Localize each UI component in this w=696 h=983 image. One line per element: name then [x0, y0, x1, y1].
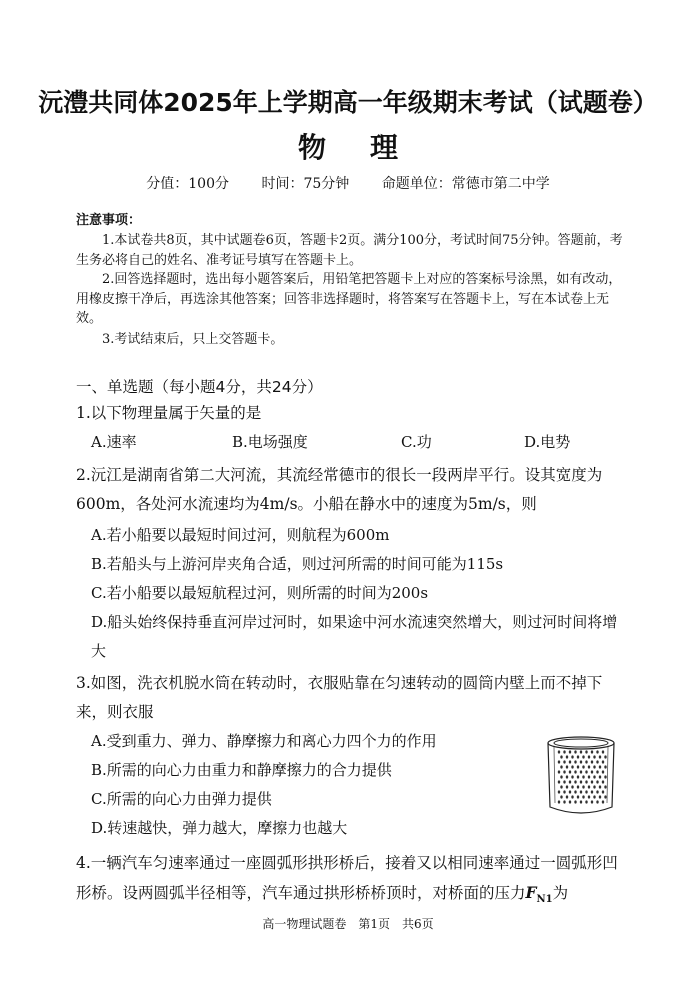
drum-hole — [577, 775, 579, 778]
drum-hole — [588, 795, 590, 798]
drum-hole — [563, 790, 565, 793]
drum-hole — [591, 790, 593, 793]
drum-hole — [574, 800, 576, 803]
drum-hole — [571, 755, 573, 758]
drum-hole — [560, 785, 562, 788]
q2-option-a: A.若小船要以最短时间过河，则航程为600m — [91, 526, 390, 544]
drum-hole — [599, 785, 601, 788]
drum-hole — [580, 760, 582, 763]
drum-hole — [580, 800, 582, 803]
q1-option-b: B.电场强度 — [232, 433, 308, 451]
drum-hole — [566, 795, 568, 798]
drum-hole — [569, 800, 571, 803]
drum-hole — [596, 780, 598, 783]
drum-hole — [560, 765, 562, 768]
drum-hole — [566, 785, 568, 788]
drum-hole — [585, 770, 587, 773]
drum-hole — [591, 750, 593, 753]
drum-hole — [558, 760, 560, 763]
drum-hole — [593, 795, 595, 798]
drum-hole — [560, 775, 562, 778]
drum-hole — [569, 780, 571, 783]
exam-meta — [0, 173, 696, 193]
drum-hole — [571, 775, 573, 778]
drum-hole — [563, 770, 565, 773]
q1-option-d: D.电势 — [524, 433, 571, 451]
drum-hole — [596, 750, 598, 753]
drum-hole — [593, 785, 595, 788]
drum-hole — [602, 750, 604, 753]
drum-hole — [582, 755, 584, 758]
drum-hole — [558, 790, 560, 793]
drum-hole — [571, 795, 573, 798]
drum-hole — [569, 760, 571, 763]
drum-hole — [569, 750, 571, 753]
drum-hole — [602, 760, 604, 763]
drum-hole — [596, 790, 598, 793]
drum-hole — [591, 770, 593, 773]
drum-hole — [599, 795, 601, 798]
drum-hole — [563, 780, 565, 783]
question-4-stem — [76, 849, 624, 914]
drum-hole — [585, 760, 587, 763]
drum-hole — [563, 760, 565, 763]
drum-hole — [566, 755, 568, 758]
drum-hole — [591, 800, 593, 803]
drum-hole — [596, 760, 598, 763]
drum-hole — [591, 780, 593, 783]
drum-hole — [582, 765, 584, 768]
exam-title: 沅澧共同体2025年上学期高一年级期末考试（试题卷） — [38, 88, 658, 117]
drum-hole — [585, 800, 587, 803]
q4-force-symbol: F — [525, 883, 537, 902]
drum-hole — [596, 770, 598, 773]
q4-tail: 为 — [552, 884, 569, 902]
question-1-stem: 1.以下物理量属于矢量的是 — [76, 404, 262, 422]
drum-hole — [577, 785, 579, 788]
drum-hole — [574, 780, 576, 783]
washing-machine-drum-icon — [545, 735, 617, 817]
drum-hole — [569, 790, 571, 793]
drum-hole — [604, 755, 606, 758]
score-info: 分值：100分 — [146, 176, 229, 192]
drum-hole — [604, 795, 606, 798]
drum-hole — [588, 765, 590, 768]
drum-hole — [574, 750, 576, 753]
q3-option-b: B.所需的向心力由重力和静摩擦力的合力提供 — [91, 761, 392, 779]
q2-option-c: C.若小船要以最短航程过河，则所需的时间为200s — [91, 584, 429, 602]
drum-hole — [599, 775, 601, 778]
drum-hole — [558, 770, 560, 773]
drum-hole — [560, 795, 562, 798]
drum-hole — [591, 760, 593, 763]
drum-hole — [588, 785, 590, 788]
drum-hole — [560, 755, 562, 758]
drum-hole — [604, 775, 606, 778]
drum-hole — [604, 785, 606, 788]
notice-heading: 注意事项： — [76, 213, 142, 228]
q3-option-a: A.受到重力、弹力、静摩擦力和离心力四个力的作用 — [91, 732, 437, 750]
drum-hole — [585, 780, 587, 783]
time-info: 时间：75分钟 — [261, 176, 350, 192]
drum-hole — [580, 790, 582, 793]
drum-hole — [599, 755, 601, 758]
drum-hole — [582, 775, 584, 778]
page-footer: 高一物理试题卷 第1页 共6页 — [262, 917, 434, 931]
drum-hole — [588, 775, 590, 778]
q1-option-c: C.功 — [401, 433, 432, 451]
drum-hole — [566, 775, 568, 778]
notice-item: 1.本试卷共8页，其中试题卷6页，答题卡2页。满分100分，考试时间75分钟。答题前，考生务必将自己的姓名、准考证号填写在答题卡上。 — [76, 233, 623, 268]
drum-hole — [566, 765, 568, 768]
q3-option-c: C.所需的向心力由弹力提供 — [91, 790, 272, 808]
drum-hole — [602, 790, 604, 793]
drum-hole — [593, 755, 595, 758]
drum-hole — [604, 765, 606, 768]
notice-item: 3.考试结束后，只上交答题卡。 — [102, 332, 284, 347]
drum-hole — [588, 755, 590, 758]
drum-hole — [580, 750, 582, 753]
drum-hole — [593, 775, 595, 778]
q2-option-b: B.若船头与上游河岸夹角合适，则过河所需的时间可能为115s — [91, 555, 504, 573]
question-2-stem: 2.沅江是湖南省第二大河流，其流经常德市的很长一段两岸平行。设其宽度为600m，各处河水流速均为4m/s。小船在静水中的速度为5m/s，则 — [76, 466, 603, 513]
drum-hole — [582, 785, 584, 788]
q3-option-d: D.转速越快，弹力越大，摩擦力也越大 — [91, 819, 348, 837]
drum-hole — [580, 780, 582, 783]
drum-hole — [602, 780, 604, 783]
drum-hole — [558, 780, 560, 783]
drum-hole — [602, 770, 604, 773]
drum-hole — [593, 765, 595, 768]
q4-force-subscript: N1 — [536, 894, 553, 906]
drum-hole — [574, 760, 576, 763]
drum-hole — [574, 770, 576, 773]
drum-hole — [563, 750, 565, 753]
drum-hole — [558, 750, 560, 753]
drum-hole — [585, 790, 587, 793]
drum-hole — [563, 800, 565, 803]
drum-hole — [599, 765, 601, 768]
drum-hole — [577, 755, 579, 758]
drum-hole — [580, 770, 582, 773]
q2-option-d: D.船头始终保持垂直河岸过河时，如果途中河水流速突然增大，则过河时间将增大 — [91, 613, 618, 660]
q4-text: 4.一辆汽车匀速率通过一座圆弧形拱形桥后，接着又以相同速率通过一圆弧形凹形桥。设两圆弧半径相等，汽车通过拱形桥桥顶时，对桥面的压力 — [76, 854, 618, 902]
subject-title: 物理 — [297, 131, 442, 164]
drum-hole — [577, 765, 579, 768]
drum-hole — [596, 800, 598, 803]
q1-option-a: A.速率 — [91, 433, 137, 451]
section-title: 一、单选题（每小题4分，共24分） — [76, 378, 323, 396]
drum-hole — [558, 800, 560, 803]
drum-hole — [571, 765, 573, 768]
unit-info: 命题单位：常德市第二中学 — [381, 176, 550, 192]
drum-hole — [571, 785, 573, 788]
notice-item: 2.回答选择题时，选出每小题答案后，用铅笔把答题卡上对应的答案标号涂黑，如有改动，用橡皮擦干净后，再选涂其他答案；回答非选择题时，将答案写在答题卡上，写在本试卷上无效。 — [76, 272, 622, 326]
drum-hole — [574, 790, 576, 793]
drum-hole — [577, 795, 579, 798]
drum-hole — [582, 795, 584, 798]
drum-hole — [585, 750, 587, 753]
drum-hole — [569, 770, 571, 773]
drum-hole — [602, 800, 604, 803]
question-3-stem: 3.如图，洗衣机脱水筒在转动时，衣服贴靠在匀速转动的圆筒内壁上而不掉下来，则衣服 — [76, 674, 603, 721]
